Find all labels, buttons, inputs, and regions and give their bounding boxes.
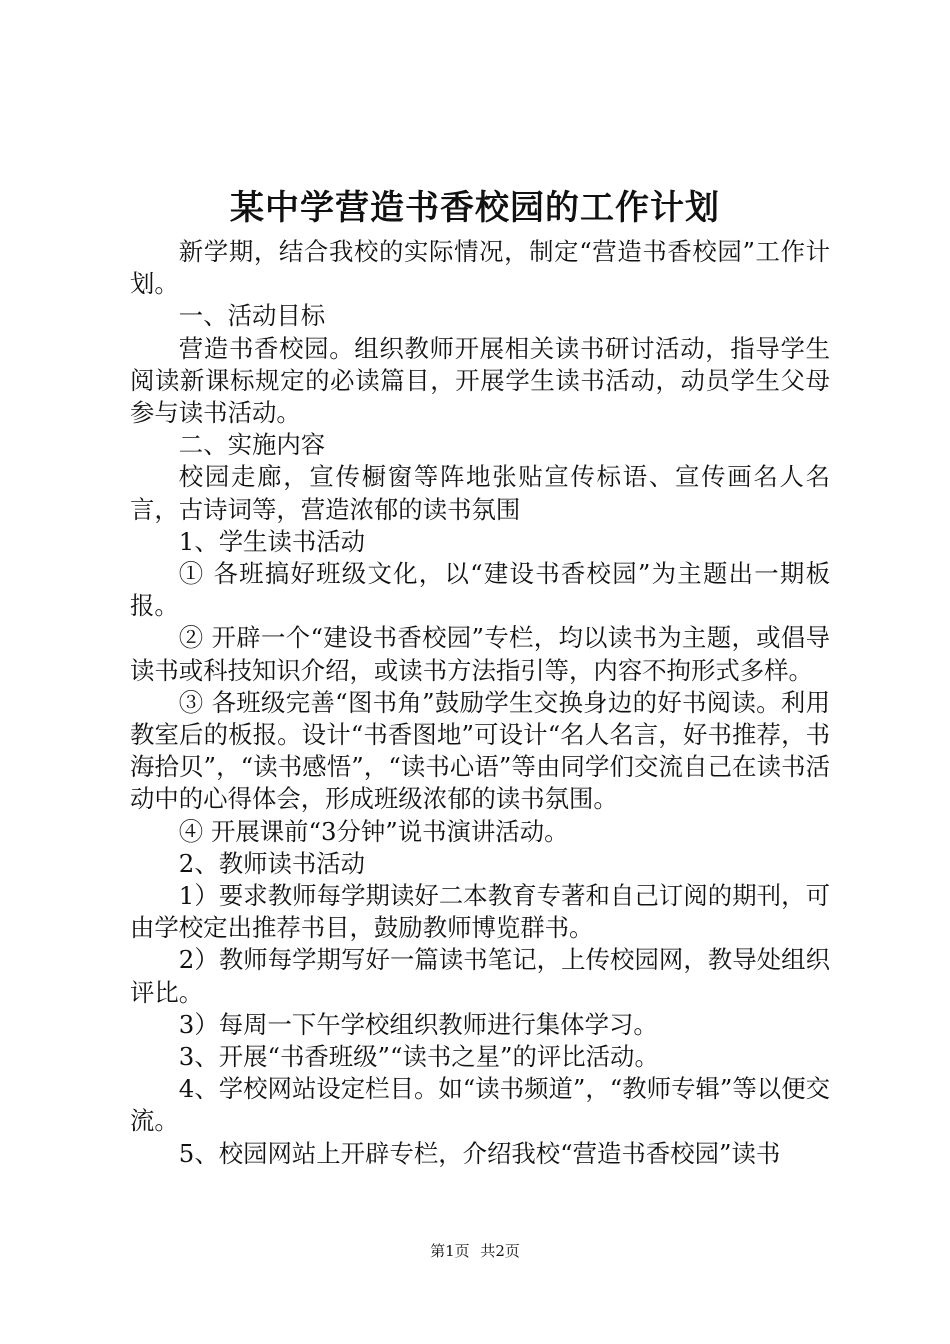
section-5: 5、校园网站上开辟专栏，介绍我校“营造书香校园”读书 bbox=[178, 1138, 781, 1168]
paragraph-goals: 营造书香校园。组织教师开展相关读书研讨活动，指导学生阅读新课标规定的必读篇目，开展学生读书活动，动员学生父母参与读书活动。 bbox=[130, 333, 830, 428]
heading-student-reading: 1、学生读书活动 bbox=[178, 526, 366, 556]
document-title: 某中学营造书香校园的工作计划 bbox=[230, 188, 720, 228]
page-footer bbox=[0, 1240, 950, 1262]
paragraph-corridor: 校园走廊，宣传橱窗等阵地张贴宣传标语、宣传画名人名言，古诗词等，营造浓郁的读书氛围 bbox=[130, 462, 830, 524]
page-total: 共2页 bbox=[480, 1242, 520, 1260]
teacher-item-1: 1）要求教师每学期读好二本教育专著和自己订阅的期刊，可由学校定出推荐书目，鼓励教师博览群书。 bbox=[130, 881, 830, 943]
page-number: 第1页 bbox=[430, 1242, 470, 1260]
heading-teacher-reading: 2、教师读书活动 bbox=[178, 848, 366, 878]
section-4: 4、学校网站设定栏目。如“读书频道”，“教师专辑”等以便交流。 bbox=[130, 1074, 830, 1136]
heading-goals: 一、活动目标 bbox=[178, 301, 326, 331]
section-3: 3、开展“书香班级”“读书之星”的评比活动。 bbox=[178, 1042, 659, 1072]
document-body bbox=[130, 236, 830, 1170]
paragraph-intro: 新学期，结合我校的实际情况，制定“营造书香校园”工作计划。 bbox=[130, 237, 830, 299]
list-item-3: ③ 各班级完善“图书角”鼓励学生交换身边的好书阅读。利用教室后的板报。设计“书香图地”可设计“名人名言，好书推荐，书海拾贝”，“读书感悟”，“读书心语”等由同学们交流自己在读书活动中的心得体会，形成班级浓郁的读书氛围。 bbox=[130, 687, 830, 814]
list-item-1: ① 各班搞好班级文化，以“建设书香校园”为主题出一期板报。 bbox=[130, 559, 830, 621]
list-item-4: ④ 开展课前“3分钟”说书演讲活动。 bbox=[178, 816, 569, 846]
heading-content: 二、实施内容 bbox=[178, 430, 326, 460]
teacher-item-3: 3）每周一下午学校组织教师进行集体学习。 bbox=[178, 1009, 658, 1039]
teacher-item-2: 2）教师每学期写好一篇读书笔记，上传校园网，教导处组织评比。 bbox=[130, 945, 830, 1007]
list-item-2: ② 开辟一个“建设书香校园”专栏，均以读书为主题，或倡导读书或科技知识介绍，或读书方法指引等，内容不拘形式多样。 bbox=[130, 623, 830, 685]
